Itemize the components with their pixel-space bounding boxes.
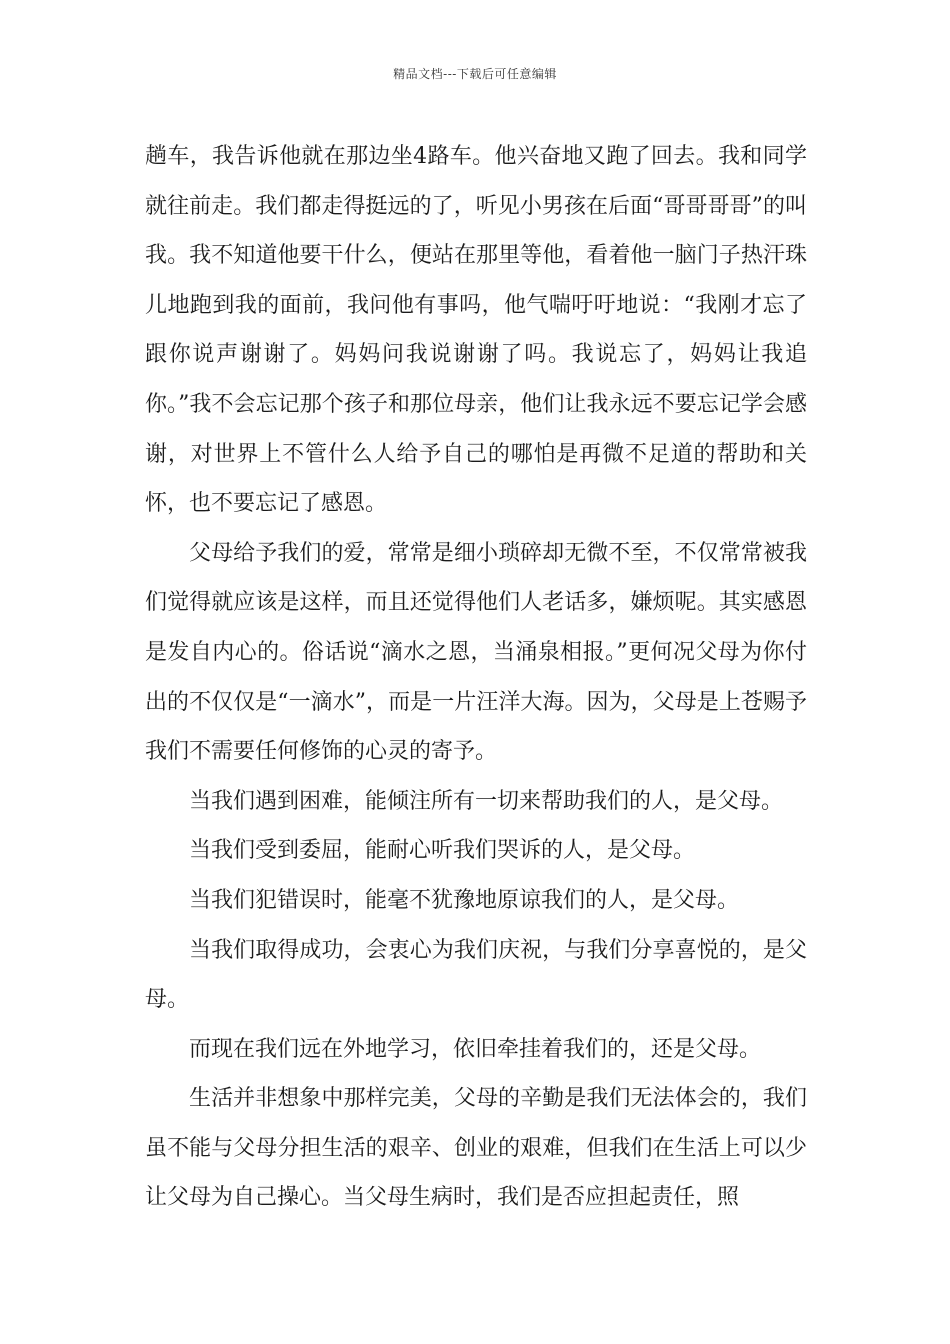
paragraph: 当我们犯错误时，能毫不犹豫地原谅我们的人，是父母。 bbox=[189, 887, 740, 913]
paragraph: 而现在我们远在外地学习，依旧牵挂着我们的，还是父母。 bbox=[189, 1036, 762, 1062]
paragraph: 父母给予我们的爱，常常是细小琐碎却无微不至，不仅常常被我们觉得就应该是这样，而且还觉得他们人老话多，嫌烦呢。其实感恩是发自内心的。俗话说“滴水之恩，当涌泉相报。”更何况父母为你付出的不仅仅是“一滴水”，而是一片汪洋大海。因为，父母是上苍赐予我们不需要任何修饰的心灵的寄予。 bbox=[145, 540, 807, 765]
paragraph: 当我们遇到困难，能倾注所有一切来帮助我们的人，是父母。 bbox=[189, 788, 784, 814]
paragraph: 当我们受到委屈，能耐心听我们哭诉的人，是父母。 bbox=[189, 838, 696, 864]
paragraph: 趟车，我告诉他就在那边坐4路车。他兴奋地又跑了回去。我和同学就往前走。我们都走得挺远的了，听见小男孩在后面“哥哥哥哥”的叫我。我不知道他要干什么，便站在那里等他，看着他一脑门子热汗珠儿地跑到我的面前，我问他有事吗，他气喘吁吁地说：“我刚才忘了跟你说声谢谢了。妈妈问我说谢谢了吗。我说忘了，妈妈让我追你。”我不会忘记那个孩子和那位母亲，他们让我永远不要忘记学会感谢，对世界上不管什么人给予自己的哪怕是再微不足道的帮助和关怀，也不要忘记了感恩。 bbox=[145, 144, 807, 517]
paragraph: 生活并非想象中那样完美，父母的辛勤是我们无法体会的，我们虽不能与父母分担生活的艰辛、创业的艰难，但我们在生活上可以少让父母为自己操心。当父母生病时，我们是否应担起责任，照 bbox=[145, 1086, 807, 1211]
body-text bbox=[145, 132, 807, 1223]
paragraph: 当我们取得成功，会衷心为我们庆祝，与我们分享喜悦的，是父母。 bbox=[145, 937, 807, 1013]
page-header: 精品文档---下载后可任意编辑 bbox=[393, 67, 557, 81]
